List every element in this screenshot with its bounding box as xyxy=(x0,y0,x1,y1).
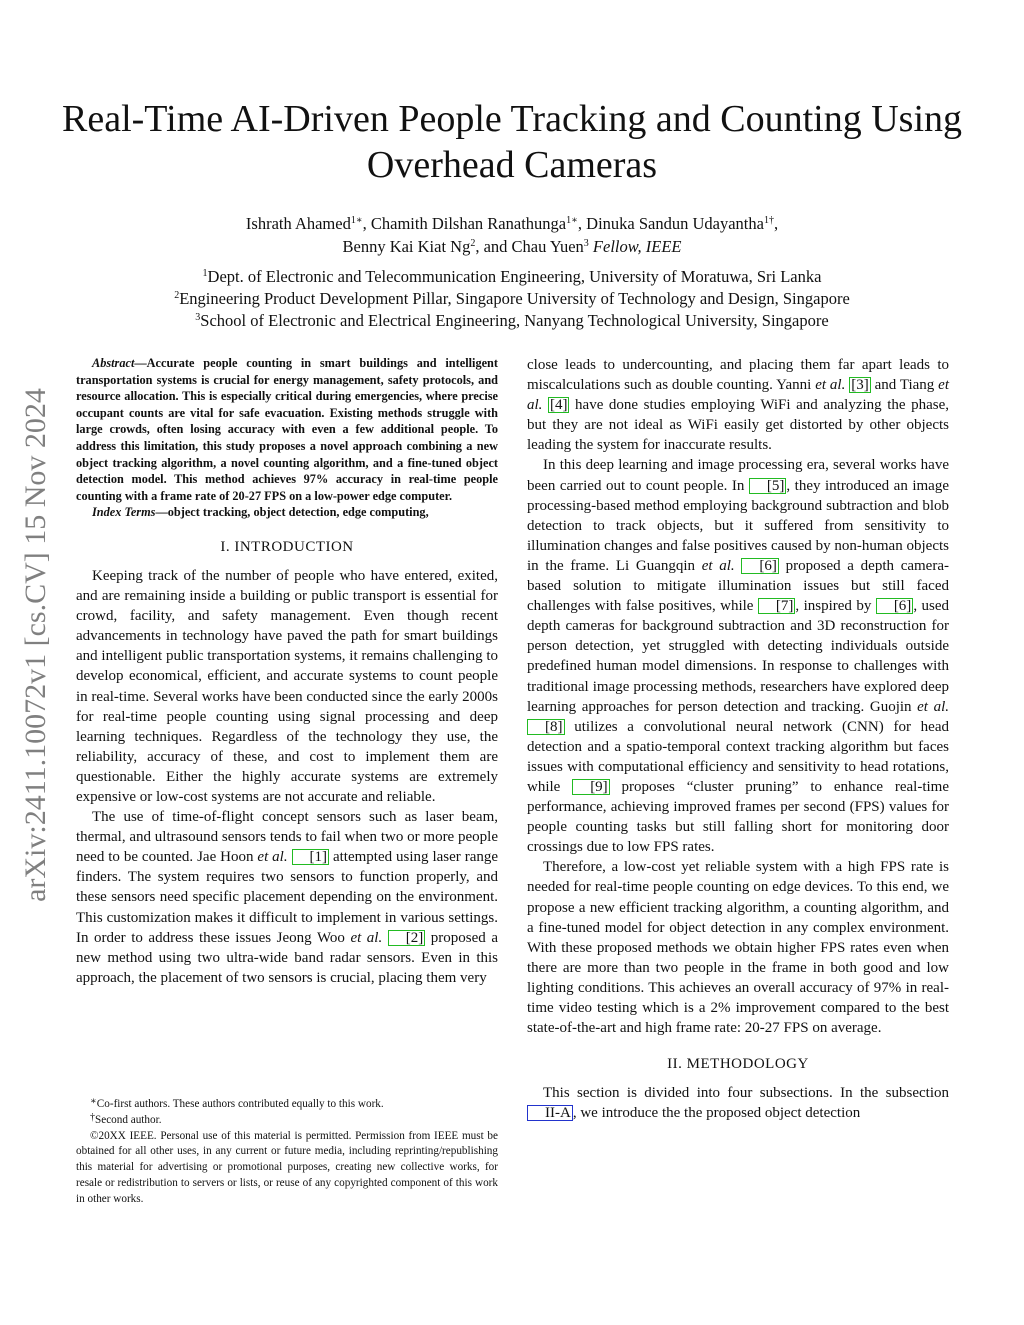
paragraph-text: , inspired by xyxy=(795,598,876,615)
author-affil-mark: 2 xyxy=(470,238,476,249)
right-column-body xyxy=(527,355,949,1038)
paragraph: Keeping track of the number of people who have entered, exited, and are remaining inside a building or public transport is essential for crowd, facility, and safety management. Even though recent advancements in technology have paved the path for smart buildings and intelligent public transportation systems, it remains challenging to develop economical, efficient, and accurate systems to count people in real-time. Several works have been conducted since the early 2000s for real-time people counting using signal processing and deep learning techniques. Regardless of the technology they use, the reliability, accuracy of these, and cost to implement them are questionable. Either the highly accurate systems are extremely expensive or low-cost systems are not accurate and reliable. xyxy=(76,567,498,805)
author-separator: , xyxy=(773,214,779,233)
section-link[interactable]: II-A xyxy=(527,1105,573,1121)
citation-link[interactable]: [7] xyxy=(758,598,796,614)
et-al: et al. xyxy=(701,557,735,574)
footnote-mark: † xyxy=(90,1111,95,1123)
affiliation xyxy=(60,310,964,332)
footnote xyxy=(76,1113,498,1129)
author-name: Benny Kai Kiat Ng xyxy=(342,237,471,256)
paragraph-text: , we introduce the the proposed object detection xyxy=(572,1105,861,1122)
footnote-mark: ∗ xyxy=(90,1096,97,1107)
paragraph-text: attempted using laser range finders. The system requires two sensors to function properly, and these sensors need specific placement depending on the environment. This customization makes it difficult to implement in various settings. In order to address these issues Jeong Woo xyxy=(76,849,499,946)
footnote-text: Co-first authors. These authors contributed equally to this work. xyxy=(96,1098,384,1110)
index-terms-text: —object tracking, object detection, edge computing, xyxy=(155,505,429,520)
footnote xyxy=(76,1097,498,1113)
paragraph-text: In this deep learning and image processing era, several works have been carried out to count people. In xyxy=(527,457,949,494)
footnotes xyxy=(76,1097,498,1208)
citation-link[interactable]: [2] xyxy=(388,930,426,946)
affiliation-text: School of Electronic and Electrical Engineering, Nanyang Technological University, Singapore xyxy=(200,311,829,330)
paragraph: Therefore, a low-cost yet reliable system with a high FPS rate is needed for real-time people counting on edge devices. To this end, we propose a new efficient tracking algorithm, a counting algorithm, and a fine-tuned model for object detection in any complex environment. With these proposed methods we obtain higher FPS rates even when there are more than two people in the frame in both good and low lighting conditions. This achieves an overall accuracy of 97% in real-time video testing which is a 2% improvement compared to the best state-of-the-art and high frame rate: 20-27 FPS on average. xyxy=(527,859,949,1037)
et-al: et al. xyxy=(917,698,949,715)
section-heading: I. INTRODUCTION xyxy=(220,538,354,555)
paragraph xyxy=(527,455,949,857)
paragraph-text: proposed a new method using two ultra-wide band radar sensors. Even in this approach, the placement of two sensors is crucial, placing them very xyxy=(76,929,498,986)
et-al: et al. xyxy=(527,377,949,414)
paragraph xyxy=(527,355,949,455)
paragraph-text: utilizes a convolutional neural network (CNN) for head detection and a spatio-temporal context tracking algorithm but faces issues with computational efficiency and sensitivity to head rotations, while xyxy=(527,718,949,795)
abstract-text: —Accurate people counting in smart buildings and intelligent transportation systems is crucial for energy management, safety protocols, and resource allocation. This is especially critical during emergencies, where precise occupant counts are vital for safe evacuation. Existing methods struggle with large crowds, often losing accuracy with even a few additional people. To address this limitation, this study proposes a novel approach combining a new object tracking algorithm, a novel counting algorithm, and a fine-tuned object detection model. This method achieves 97% accuracy in real-time people counting with a frame rate of 20-27 FPS on a low-power edge computer. xyxy=(76,356,498,503)
paragraph-text: The use of time-of-flight concept sensors such as laser beam, thermal, and ultrasound sensors tends to fail when two or more people need to be counted. Jae Hoon xyxy=(76,809,498,866)
citation-link[interactable]: [5] xyxy=(749,478,787,494)
left-column xyxy=(76,355,498,988)
citation-link[interactable]: [6] xyxy=(741,558,779,574)
citation-link[interactable]: [8] xyxy=(527,719,565,735)
author-list xyxy=(60,212,964,258)
paper-title: Real-Time AI-Driven People Tracking and Counting Using Overhead Cameras xyxy=(62,98,962,186)
affiliation-mark: 3 xyxy=(195,312,201,323)
introduction-body xyxy=(76,566,498,988)
abstract xyxy=(76,355,498,521)
affiliation-text: Engineering Product Development Pillar, Singapore University of Technology and Design, Singapore xyxy=(179,289,850,308)
paragraph-text: close leads to undercounting, and placing them far apart leads to miscalculations such as double counting. Yanni xyxy=(527,357,949,394)
et-al: et al. xyxy=(350,929,383,946)
affiliation xyxy=(60,266,964,288)
paragraph-text: This section is divided into four subsections. In the subsection xyxy=(543,1085,949,1102)
author-affil-mark: 1∗ xyxy=(566,215,578,226)
citation-link[interactable]: [1] xyxy=(292,849,330,865)
author-name: , Dinuka Sandun Udayantha xyxy=(577,214,764,233)
affiliation-text: Dept. of Electronic and Telecommunication Engineering, University of Moratuwa, Sri Lanka xyxy=(207,267,822,286)
right-column xyxy=(527,355,949,1123)
citation-link[interactable]: [6] xyxy=(876,598,914,614)
citation-link[interactable]: [9] xyxy=(572,779,610,795)
copyright-notice: ©20XX IEEE. Personal use of this material is permitted. Permission from IEEE must be obtained for all other uses, in any current or future media, including reprinting/republishing this material for advertising or promotional purposes, creating new collective works, for resale or redistribution to servers or lists, or reuse of any copyrighted component of this work in other works. xyxy=(76,1129,498,1205)
et-al: et al. xyxy=(257,849,288,866)
paragraph xyxy=(76,807,498,988)
paragraph-text: have done studies employing WiFi and analyzing the phase, but they are not ideal as WiFi easily get distorted by other objects leading the system for inaccurate results. xyxy=(527,397,949,454)
paragraph-text: proposes “cluster pruning” to enhance real-time performance, achieving improved frames per second (FPS) values for people counting tasks but still falling short for monitoring door crossings due to low FPS rates. xyxy=(527,778,949,856)
author-affil-mark: 3 xyxy=(583,238,589,249)
paragraph-text: and Tiang xyxy=(870,377,939,394)
affiliation-list xyxy=(60,266,964,332)
author-affil-mark: 1∗ xyxy=(350,215,363,226)
citation-link[interactable]: [4] xyxy=(549,397,568,414)
author-title: Fellow, IEEE xyxy=(592,237,682,256)
citation-link[interactable]: [3] xyxy=(851,377,869,394)
affiliation-mark: 1 xyxy=(202,268,208,279)
affiliation-mark: 2 xyxy=(174,290,180,301)
footnote-text: Second author. xyxy=(95,1113,162,1126)
et-al: et al. xyxy=(815,377,846,394)
abstract-label: Abstract xyxy=(92,356,135,370)
affiliation xyxy=(60,288,964,310)
author-name: , Chamith Dilshan Ranathunga xyxy=(362,214,567,233)
methodology-body xyxy=(527,1083,949,1123)
paragraph-text: , used depth cameras for background subtraction and 3D reconstruction for person detection, yet struggled with detecting individuals outside predefined human model dimensions. In response to challenges with traditional image processing methods, researchers have explored deep learning approaches for person detection and tracking. Guojin xyxy=(527,598,949,715)
paragraph-text: , they introduced an image processing-based method employing background subtraction and blob detection to track objects, but it suffered from sensitivity to illumination changes and false positives caused by non-human objects in the frame. Li Guangqin xyxy=(527,477,949,574)
section-heading: II. METHODOLOGY xyxy=(667,1056,809,1073)
paragraph xyxy=(527,1083,949,1123)
author-affil-mark: 1† xyxy=(763,215,774,226)
arxiv-stamp: arXiv:2411.10072v1 [cs.CV] 15 Nov 2024 xyxy=(19,388,52,902)
author-name: Ishrath Ahamed xyxy=(245,214,351,233)
index-terms-label: Index Terms xyxy=(92,505,156,520)
author-name: , and Chau Yuen xyxy=(475,237,584,256)
paragraph-text: proposed a depth camera-based solution to mitigate illumination issues but still faced challenges with false positives, while xyxy=(527,557,949,615)
